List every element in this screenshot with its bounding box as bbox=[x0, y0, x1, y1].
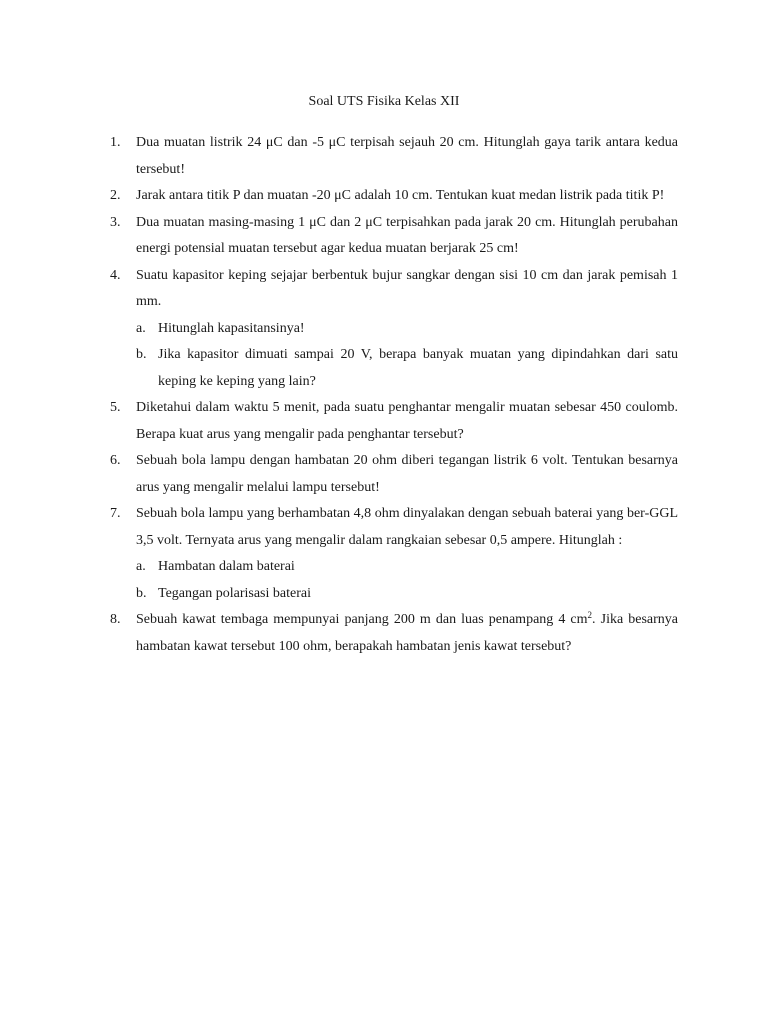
question-item bbox=[110, 448, 678, 501]
question-text: Suatu kapasitor keping sejajar berbentuk bujur sangkar dengan sisi 10 cm dan jarak pemisah 1 mm. bbox=[136, 267, 678, 309]
sub-question-text: Tegangan polarisasi baterai bbox=[158, 585, 311, 601]
sub-question bbox=[136, 581, 678, 608]
question-text: Sebuah bola lampu dengan hambatan 20 ohm diberi tegangan listrik 6 volt. Tentukan besarnya arus yang mengalir melalui lampu tersebut! bbox=[136, 453, 678, 495]
question-text: Dua muatan masing-masing 1 μC dan 2 μC terpisahkan pada jarak 20 cm. Hitunglah perubahan energi potensial muatan tersebut agar kedua muatan berjarak 25 cm! bbox=[136, 214, 678, 256]
question-text: Jarak antara titik P dan muatan -20 μC adalah 10 cm. Tentukan kuat medan listrik pada titik P! bbox=[136, 188, 665, 203]
question-number: 4. bbox=[110, 267, 121, 283]
sub-question bbox=[136, 554, 678, 581]
question-item bbox=[110, 395, 678, 448]
question-number: 2. bbox=[110, 188, 121, 203]
superscript: 2 bbox=[587, 610, 593, 620]
question-text bbox=[136, 612, 678, 654]
question-item bbox=[110, 210, 678, 263]
question-text: Dua muatan listrik 24 μC dan -5 μC terpisah sejauh 20 cm. Hitunglah gaya tarik antara kedua tersebut! bbox=[136, 135, 678, 177]
sub-question-text: Hitunglah kapasitansinya! bbox=[158, 320, 305, 336]
question-item bbox=[110, 501, 678, 607]
page-title-text: Soal UTS Fisika Kelas XII bbox=[308, 94, 460, 109]
question-number: 6. bbox=[110, 453, 121, 468]
question-item bbox=[110, 130, 678, 183]
question-text-part: Sebuah kawat tembaga mempunyai panjang 200 m dan luas penampang 4 cm bbox=[136, 612, 588, 627]
question-text-part: . Jika besarnya hambatan kawat tersebut 100 ohm, berapakah hambatan jenis kawat tersebut? bbox=[136, 612, 678, 654]
sub-question bbox=[136, 316, 678, 343]
sub-question-letter: b. bbox=[136, 347, 147, 362]
question-number: 3. bbox=[110, 214, 121, 230]
question-number: 5. bbox=[110, 400, 121, 415]
question-number: 8. bbox=[110, 612, 121, 627]
sub-question-letter: a. bbox=[136, 559, 146, 574]
question-text: Sebuah bola lampu yang berhambatan 4,8 ohm dinyalakan dengan sebuah baterai yang ber-GGL 3,5 volt. Ternyata arus yang mengalir dalam rangkaian sebesar 0,5 ampere. Hitunglah : bbox=[136, 506, 678, 548]
sub-question-text: Hambatan dalam baterai bbox=[158, 559, 295, 574]
question-number: 7. bbox=[110, 506, 121, 521]
question-item bbox=[110, 183, 678, 210]
sub-question-text: Jika kapasitor dimuati sampai 20 V, berapa banyak muatan yang dipindahkan dari satu keping ke keping yang lain? bbox=[158, 347, 678, 389]
question-item bbox=[110, 607, 678, 660]
sub-question-letter: a. bbox=[136, 320, 146, 336]
question-list bbox=[110, 130, 678, 660]
page-title bbox=[0, 92, 768, 112]
sub-question-letter: b. bbox=[136, 585, 147, 601]
question-text: Diketahui dalam waktu 5 menit, pada suatu penghantar mengalir muatan sebesar 450 coulomb. Berapa kuat arus yang mengalir pada penghantar tersebut? bbox=[136, 400, 678, 442]
question-item bbox=[110, 263, 678, 396]
sub-question bbox=[136, 342, 678, 395]
question-number: 1. bbox=[110, 135, 121, 150]
